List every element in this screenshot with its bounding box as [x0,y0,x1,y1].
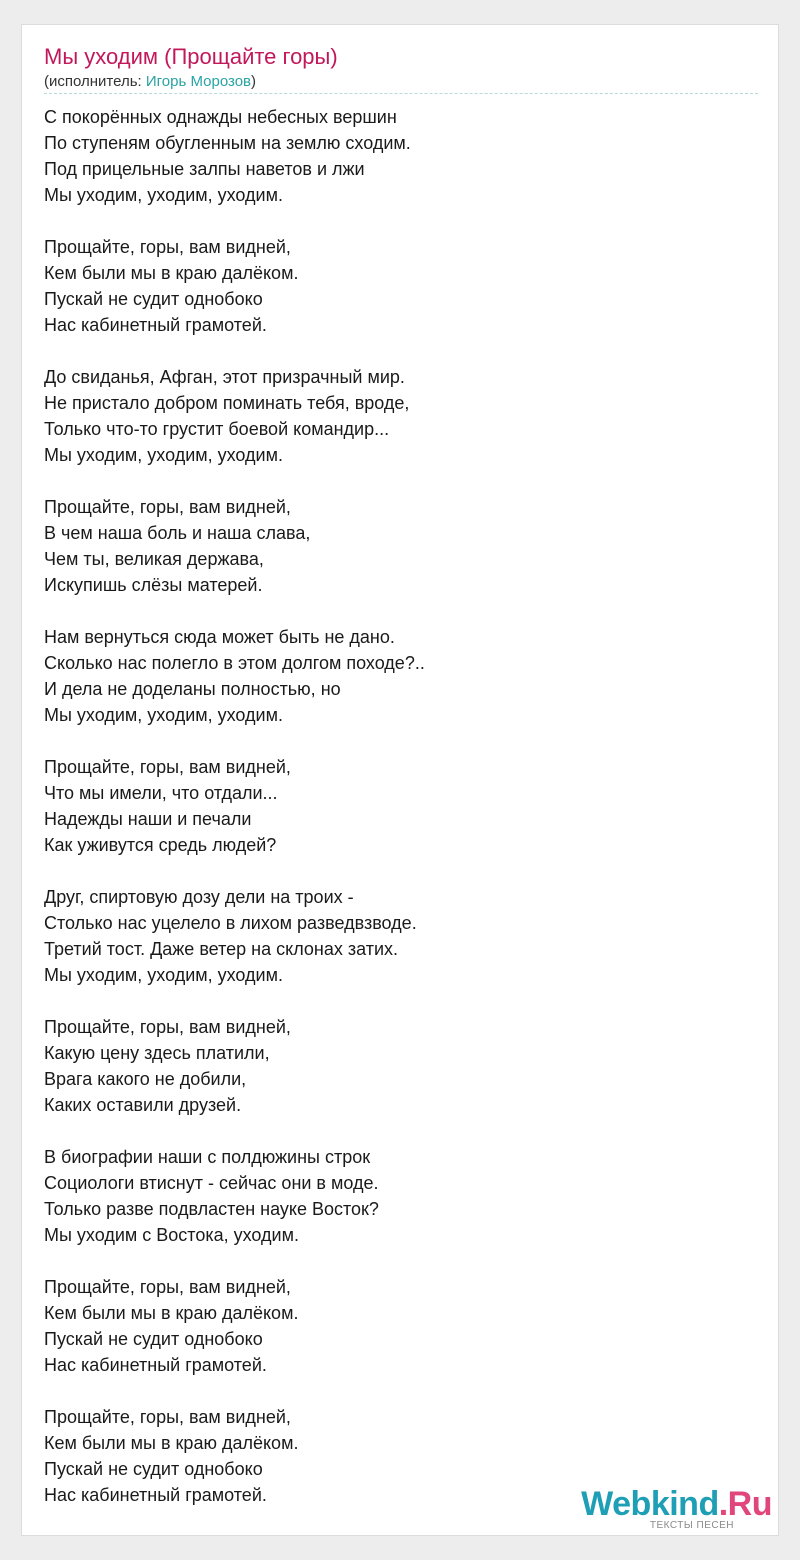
lyric-line: Какую цену здесь платили, [44,1043,270,1063]
artist-line [44,73,256,91]
lyric-line: Под прицельные залпы наветов и лжи [44,159,365,179]
lyric-line: С покорённых однажды небесных вершин [44,107,397,127]
lyric-line: Пускай не судит однобоко [44,1459,263,1479]
stanza-gap [44,1248,744,1274]
lyric-line: Не пристало добром поминать тебя, вроде, [44,393,410,413]
lyric-line: Нас кабинетный грамотей. [44,1485,267,1505]
lyric-line: Нам вернуться сюда может быть не дано. [44,627,395,647]
lyric-line: Кем были мы в краю далёком. [44,1433,299,1453]
lyric-line: Мы уходим, уходим, уходим. [44,445,283,465]
lyric-line: Прощайте, горы, вам видней, [44,1407,291,1427]
artist-suffix: ) [251,73,257,90]
stanza-gap [44,1378,744,1404]
lyric-line: До свиданья, Афган, этот призрачный мир. [44,367,405,387]
lyric-line: Только что-то грустит боевой командир... [44,419,390,439]
lyric-line: Столько нас уцелело в лихом разведвзводе. [44,913,417,933]
lyric-line: Мы уходим, уходим, уходим. [44,185,283,205]
stanza-gap [44,468,744,494]
artist-prefix: (исполнитель: [44,73,146,90]
lyric-line: Нас кабинетный грамотей. [44,1355,267,1375]
lyric-line: Прощайте, горы, вам видней, [44,757,291,777]
lyrics-text [44,104,744,1508]
lyric-line: Мы уходим, уходим, уходим. [44,965,283,985]
lyric-line: Надежды наши и печали [44,809,252,829]
lyric-line: Прощайте, горы, вам видней, [44,497,291,517]
stanza-gap [44,338,744,364]
lyric-line: По ступеням обугленным на землю сходим. [44,133,411,153]
lyric-line: Пускай не судит однобоко [44,1329,263,1349]
lyrics-card [21,24,779,1536]
logo-name: Webkind [581,1485,719,1523]
lyric-line: Кем были мы в краю далёком. [44,263,299,283]
lyric-line: Мы уходим, уходим, уходим. [44,705,283,725]
lyric-line: И дела не доделаны полностью, но [44,679,341,699]
stanza-gap [44,208,744,234]
lyric-line: Сколько нас полегло в этом долгом походе?.. [44,653,425,673]
site-logo[interactable] [581,1487,772,1531]
lyric-line: Нас кабинетный грамотей. [44,315,267,335]
stanza-gap [44,858,744,884]
lyric-line: Третий тост. Даже ветер на склонах затих. [44,939,399,959]
song-title: Мы уходим (Прощайте горы) [44,44,338,69]
logo-wordmark [581,1487,772,1521]
lyric-line: Как уживутся средь людей? [44,835,277,855]
stanza-gap [44,988,744,1014]
lyric-line: Мы уходим с Востока, уходим. [44,1225,299,1245]
lyric-line: Пускай не судит однобоко [44,289,263,309]
logo-tagline: ТЕКСТЫ ПЕСЕН [649,1520,734,1531]
lyric-line: Социологи втиснут - сейчас они в моде. [44,1173,379,1193]
lyric-line: Врага какого не добили, [44,1069,247,1089]
lyric-line: Что мы имели, что отдали... [44,783,278,803]
lyric-line: Только разве подвластен науке Восток? [44,1199,379,1219]
lyric-line: Прощайте, горы, вам видней, [44,237,291,257]
lyric-line: Кем были мы в краю далёком. [44,1303,299,1323]
stanza-gap [44,598,744,624]
lyric-line: Прощайте, горы, вам видней, [44,1277,291,1297]
lyric-line: Искупишь слёзы матерей. [44,575,263,595]
title-divider [44,93,758,94]
lyric-line: Каких оставили друзей. [44,1095,242,1115]
stanza-gap [44,728,744,754]
lyric-line: В биографии наши с полдюжины строк [44,1147,371,1167]
lyric-line: Прощайте, горы, вам видней, [44,1017,291,1037]
logo-tld: .Ru [718,1485,772,1523]
artist-link[interactable]: Игорь Морозов [145,73,252,90]
stanza-gap [44,1118,744,1144]
lyric-line: В чем наша боль и наша слава, [44,523,311,543]
lyric-line: Друг, спиртовую дозу дели на троих - [44,887,354,907]
lyric-line: Чем ты, великая держава, [44,549,264,569]
